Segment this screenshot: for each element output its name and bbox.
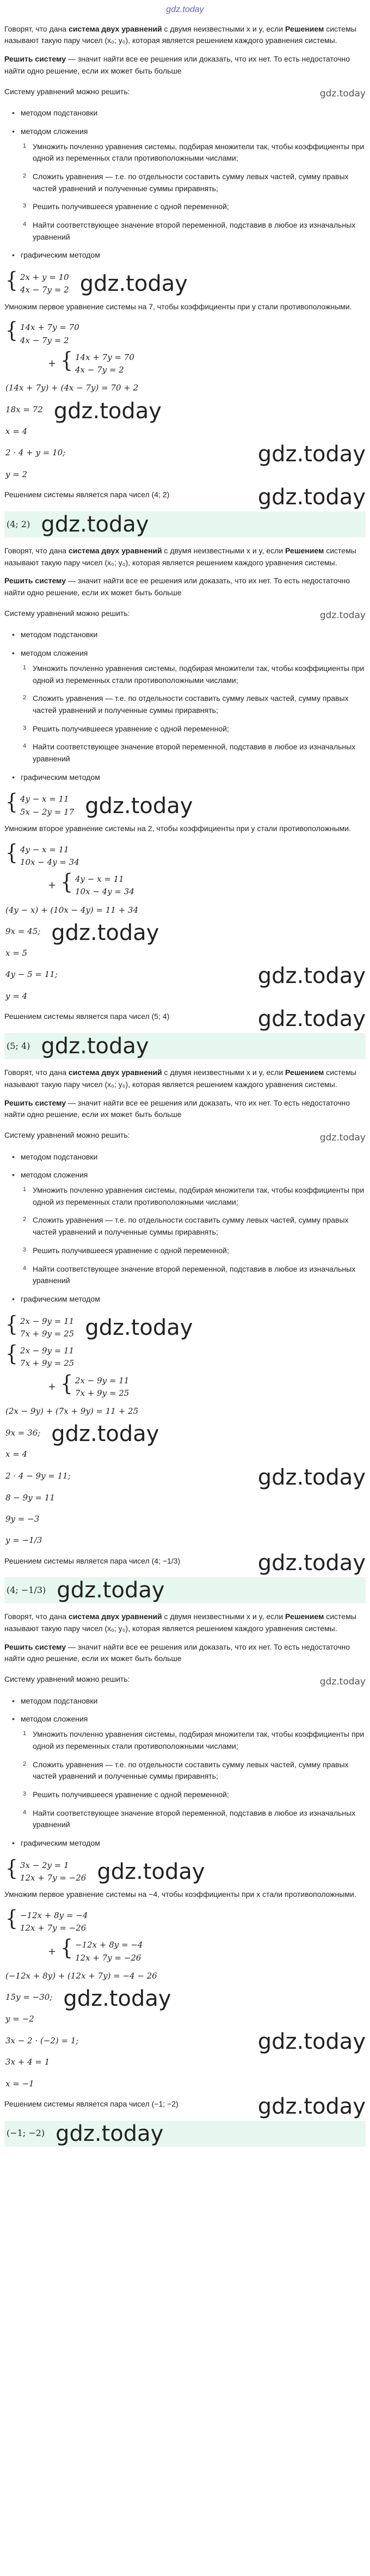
brace-icon: {	[5, 790, 18, 815]
watermark: gdz.today	[319, 88, 366, 100]
equation: 12x + 7y = −26	[20, 1872, 87, 1883]
solution-step: 9x = 36;	[5, 1427, 41, 1438]
added-system	[60, 870, 134, 899]
step-item: Решить получившееся уравнение с одной переменной;	[33, 1246, 229, 1255]
equation: 10x − 4y = 34	[20, 857, 79, 867]
solution-step: 3x + 4 = 1	[5, 2057, 50, 2067]
brace-icon: {	[5, 840, 18, 865]
equation: 12x + 7y = −26	[20, 1923, 87, 1933]
brace-icon: {	[5, 1311, 18, 1337]
solution-step: 2 · 4 − 9y = 11;	[5, 1470, 71, 1481]
method-item: • методом подстановки	[12, 1695, 366, 1707]
transformed-system	[5, 840, 79, 869]
solution-step: 9x = 45;	[5, 926, 41, 937]
equation: 7x + 9y = 25	[75, 1388, 130, 1398]
methods-list	[4, 1151, 366, 1305]
added-system	[60, 1371, 130, 1400]
watermark: gdz.today	[79, 271, 188, 297]
step-item: Решить получившееся уравнение с одной переменной;	[33, 202, 229, 211]
watermark: gdz.today	[319, 610, 366, 621]
equation-system	[5, 268, 69, 297]
steps-list	[21, 141, 366, 243]
solution-step: y = 4	[5, 991, 28, 1002]
watermark: gdz.today	[55, 2121, 164, 2146]
step-item: Найти соответствующее значение второй переменной, подставив в любое из изначальных уравнений	[33, 1264, 356, 1285]
sum-equation: (2x − 9y) + (7x + 9y) = 11 + 25	[5, 1406, 139, 1417]
step-item: Найти соответствующее значение второй переменной, подставив в любое из изначальных уравнений	[33, 742, 356, 763]
steps-list	[21, 1185, 366, 1287]
methods-intro: Систему уравнений можно решить:	[4, 87, 130, 96]
methods-list	[4, 629, 366, 783]
definition-paragraph: Говорят, что дана система двух уравнений с двумя неизвестными x и y, если Решением системы называют такую пару чисел (x₀; y₀), которая является решением каждого уравнения системы.	[4, 1612, 356, 1633]
brace-icon: {	[5, 1856, 18, 1881]
equation-system	[5, 1856, 87, 1885]
problem-section	[4, 23, 366, 538]
added-system	[60, 348, 134, 377]
methods-list	[4, 1695, 366, 1849]
equation: 4x − 7y = 2	[75, 365, 124, 375]
equation: 3x − 2y = 1	[20, 1860, 69, 1870]
sum-equation: (−12x + 8y) + (12x + 7y) = −4 − 26	[5, 1970, 157, 1981]
steps-list	[21, 1729, 366, 1831]
methods-intro: Систему уравнений можно решить:	[4, 1131, 130, 1140]
equation: 14x + 7y = 70	[20, 322, 79, 333]
watermark: gdz.today	[85, 1315, 193, 1340]
watermark: gdz.today	[257, 2093, 366, 2119]
solve-paragraph: Решить систему — значит найти все ее решения или доказать, что их нет. То есть недостаточно найти одно решение, если их может быть больше	[4, 1098, 350, 1119]
content	[4, 23, 366, 2147]
plus-icon: +	[48, 1381, 57, 1393]
step-item: Найти соответствующее значение второй переменной, подставив в любое из изначальных уравнений	[33, 1808, 356, 1829]
steps-list	[21, 663, 366, 765]
watermark: gdz.today	[53, 398, 162, 424]
method-item: • методом сложения Умножить почленно уравнения системы, подбирая множители так, чтобы коэффициенты при одной из переменных стали противоположными числами; Сложить уравнения — т.е. по отдельности составить сумму левых частей, сумму правых частей уравнений и полученные суммы приравнять; Решить получившееся уравнение с одной переменной; Найти соответствующее значение второй переменной, подставив в любое из изначальных уравнений	[12, 648, 366, 765]
equation: 4x − 7y = 2	[20, 335, 69, 345]
watermark: gdz.today	[85, 793, 193, 819]
sum-equation: (14x + 7y) + (4x − 7y) = 70 + 2	[5, 383, 139, 393]
definition-paragraph: Говорят, что дана система двух уравнений с двумя неизвестными x и y, если Решением системы называют такую пару чисел (x₀; y₀), которая является решением каждого уравнения системы.	[4, 24, 356, 45]
methods-intro: Систему уравнений можно решить:	[4, 608, 130, 618]
equation: 4y − x = 11	[75, 874, 124, 884]
brace-icon: {	[60, 1371, 73, 1396]
equation: −12x + 8y = −4	[20, 1910, 88, 1920]
step-item: Умножить почленно уравнения системы, подбирая множители так, чтобы коэффициенты при одной из переменных стали противоположными числами;	[33, 663, 365, 685]
step-item: Умножить почленно уравнения системы, подбирая множители так, чтобы коэффициенты при одной из переменных стали противоположными числами;	[33, 1186, 365, 1206]
equation: 4y − x = 11	[20, 844, 69, 854]
step-item: Сложить уравнения — т.е. по отдельности составить сумму левых частей, сумму правых частей уравнений и полученные суммы приравнять;	[33, 1216, 349, 1237]
solution-step: 8 − 9y = 11	[5, 1492, 55, 1503]
watermark: gdz.today	[57, 1578, 165, 1603]
methods-intro: Систему уравнений можно решить:	[4, 1675, 130, 1684]
method-item: • графическим методом	[12, 772, 366, 784]
solution-step: x = 4	[5, 426, 28, 436]
method-item: • методом подстановки	[12, 1151, 366, 1163]
definition-paragraph: Говорят, что дана система двух уравнений с двумя неизвестными x и y, если Решением системы называют такую пару чисел (x₀; y₀), которая является решением каждого уравнения системы.	[4, 1068, 356, 1089]
solution-step: y = 2	[5, 469, 28, 479]
solution-step: 3x − 2 · (−2) = 1;	[5, 2035, 79, 2046]
watermark: gdz.today	[51, 1421, 159, 1447]
equation: 2x + y = 10	[20, 272, 69, 283]
solve-paragraph: Решить систему — значит найти все ее решения или доказать, что их нет. То есть недостаточно найти одно решение, если их может быть больше	[4, 576, 350, 597]
method-item: • графическим методом	[12, 249, 366, 261]
equation: 2x − 9y = 11	[75, 1375, 130, 1385]
step-item: Умножить почленно уравнения системы, подбирая множители так, чтобы коэффициенты при одной из переменных стали противоположными числами;	[33, 1730, 365, 1750]
solution-step: 15y = −30;	[5, 1992, 53, 2003]
equation-system	[5, 1311, 75, 1341]
method-item: • методом сложения Умножить почленно уравнения системы, подбирая множители так, чтобы коэффициенты при одной из переменных стали противоположными числами; Сложить уравнения — т.е. по отдельности составить сумму левых частей, сумму правых частей уравнений и полученные суммы приравнять; Решить получившееся уравнение с одной переменной; Найти соответствующее значение второй переменной, подставив в любое из изначальных уравнений	[12, 126, 366, 243]
step-item: Умножить почленно уравнения системы, подбирая множители так, чтобы коэффициенты при одной из переменных стали противоположными числами;	[33, 142, 365, 163]
answer-value: (5; 4)	[7, 1040, 30, 1051]
watermark: gdz.today	[257, 485, 366, 510]
step-note: Умножим первое уравнение системы на 7, чтобы коэффициенты при y стали противоположными.	[4, 302, 352, 311]
brace-icon: {	[5, 1906, 18, 1931]
brace-icon: {	[5, 1341, 18, 1366]
watermark: gdz.today	[257, 2029, 366, 2055]
transformed-system	[5, 1906, 88, 1935]
answer-value: (4; 2)	[7, 518, 30, 529]
answer-value: (4; −1/3)	[7, 1584, 46, 1595]
answer-sentence: Решением системы является пара чисел (−1; −2)	[4, 2099, 178, 2109]
method-item: • методом подстановки	[12, 629, 366, 641]
watermark: gdz.today	[257, 963, 366, 989]
method-item: • графическим методом	[12, 1293, 366, 1305]
method-item: • графическим методом	[12, 1838, 366, 1849]
equation: 4y − x = 11	[20, 794, 69, 804]
answer-box	[4, 2121, 366, 2147]
addition-block	[48, 349, 366, 379]
site-logo[interactable]: gdz.today	[166, 5, 204, 14]
problem-section	[4, 1067, 366, 1603]
solution-step: 9y = −3	[5, 1513, 40, 1524]
answer-box	[4, 1033, 366, 1059]
addition-block	[48, 871, 366, 901]
brace-icon: {	[60, 348, 73, 373]
answer-value: (−1; −2)	[7, 2128, 45, 2139]
equation: −12x + 8y = −4	[75, 1940, 143, 1950]
watermark: gdz.today	[257, 1551, 366, 1576]
step-item: Сложить уравнения — т.е. по отдельности составить сумму левых частей, сумму правых частей уравнений и полученные суммы приравнять;	[33, 172, 349, 193]
equation: 12x + 7y = −26	[75, 1952, 141, 1963]
method-item: • методом подстановки	[12, 107, 366, 119]
definition-paragraph: Говорят, что дана система двух уравнений с двумя неизвестными x и y, если Решением системы называют такую пару чисел (x₀; y₀), которая является решением каждого уравнения системы.	[4, 546, 356, 567]
sum-equation: (4y − x) + (10x − 4y) = 11 + 34	[5, 905, 139, 915]
plus-icon: +	[48, 1945, 57, 1957]
watermark: gdz.today	[41, 1034, 149, 1059]
watermark: gdz.today	[319, 1132, 366, 1143]
brace-icon: {	[60, 870, 73, 895]
equation: 4x − 7y = 2	[20, 285, 69, 295]
answer-box	[4, 511, 366, 538]
equation: 10x − 4y = 34	[75, 887, 134, 897]
equation: 14x + 7y = 70	[75, 352, 134, 362]
addition-block	[48, 1937, 366, 1967]
plus-icon: +	[48, 880, 57, 892]
solution-step: x = 4	[5, 1449, 28, 1460]
method-item: • методом сложения Умножить почленно уравнения системы, подбирая множители так, чтобы коэффициенты при одной из переменных стали противоположными числами; Сложить уравнения — т.е. по отдельности составить сумму левых частей, сумму правых частей уравнений и полученные суммы приравнять; Решить получившееся уравнение с одной переменной; Найти соответствующее значение второй переменной, подставив в любое из изначальных уравнений	[12, 1169, 366, 1287]
equation: 2x − 9y = 11	[20, 1316, 75, 1326]
answer-sentence: Решением системы является пара чисел (4; −1/3)	[4, 1556, 181, 1565]
solve-paragraph: Решить систему — значит найти все ее решения или доказать, что их нет. То есть недостаточно найти одно решение, если их может быть больше	[4, 54, 350, 75]
solution-step: y = −1/3	[5, 1535, 42, 1546]
transformed-system	[5, 1341, 75, 1370]
watermark: gdz.today	[319, 1676, 366, 1687]
watermark: gdz.today	[51, 920, 159, 945]
equation: 7x + 9y = 25	[20, 1358, 75, 1369]
watermark: gdz.today	[257, 1006, 366, 1032]
watermark: gdz.today	[63, 1986, 171, 2012]
watermark: gdz.today	[97, 1859, 205, 1884]
answer-box	[4, 1577, 366, 1603]
watermark: gdz.today	[257, 1464, 366, 1490]
solve-paragraph: Решить систему — значит найти все ее решения или доказать, что их нет. То есть недостаточно найти одно решение, если их может быть больше	[4, 1642, 350, 1663]
step-item: Сложить уравнения — т.е. по отдельности составить сумму левых частей, сумму правых частей уравнений и полученные суммы приравнять;	[33, 694, 349, 715]
method-item: • методом сложения Умножить почленно уравнения системы, подбирая множители так, чтобы коэффициенты при одной из переменных стали противоположными числами; Сложить уравнения — т.е. по отдельности составить сумму левых частей, сумму правых частей уравнений и полученные суммы приравнять; Решить получившееся уравнение с одной переменной; Найти соответствующее значение второй переменной, подставив в любое из изначальных уравнений	[12, 1713, 366, 1831]
solution-step: 2 · 4 + y = 10;	[5, 448, 66, 458]
solution-step: x = 5	[5, 948, 28, 958]
step-note: Умножим второе уравнение системы на 2, чтобы коэффициенты при y стали противоположными.	[4, 823, 351, 833]
brace-icon: {	[5, 268, 18, 293]
brace-icon: {	[5, 318, 18, 343]
step-item: Сложить уравнения — т.е. по отдельности составить сумму левых частей, сумму правых частей уравнений и полученные суммы приравнять;	[33, 1760, 349, 1781]
solution-step: 4y − 5 = 11;	[5, 969, 58, 980]
brace-icon: {	[60, 1936, 73, 1961]
step-note: Умножим первое уравнение системы на −4, чтобы коэффициенты при x стали противоположными.	[4, 1890, 356, 1899]
solution-step: y = −2	[5, 2014, 34, 2024]
equation: 2x − 9y = 11	[20, 1346, 75, 1356]
methods-list	[4, 107, 366, 261]
watermark: gdz.today	[41, 512, 149, 538]
transformed-system	[5, 318, 79, 347]
step-item: Найти соответствующее значение второй переменной, подставив в любое из изначальных уравнений	[33, 221, 356, 241]
problem-section	[4, 545, 366, 1059]
step-item: Решить получившееся уравнение с одной переменной;	[33, 724, 229, 733]
solution-step: 18x = 72	[5, 404, 43, 414]
equation: 5x − 2y = 17	[20, 807, 75, 817]
equation-system	[5, 790, 75, 819]
watermark: gdz.today	[257, 441, 366, 467]
addition-block	[48, 1372, 366, 1402]
step-item: Решить получившееся уравнение с одной переменной;	[33, 1790, 229, 1799]
answer-sentence: Решением системы является пара чисел (5; 4)	[4, 1012, 170, 1021]
solution-step: x = −1	[5, 2078, 34, 2089]
plus-icon: +	[48, 358, 57, 370]
equation: 7x + 9y = 25	[20, 1328, 75, 1339]
answer-sentence: Решением системы является пара чисел (4; 2)	[4, 490, 170, 499]
added-system	[60, 1936, 143, 1964]
site-header	[4, 0, 366, 21]
problem-section	[4, 1611, 366, 2147]
